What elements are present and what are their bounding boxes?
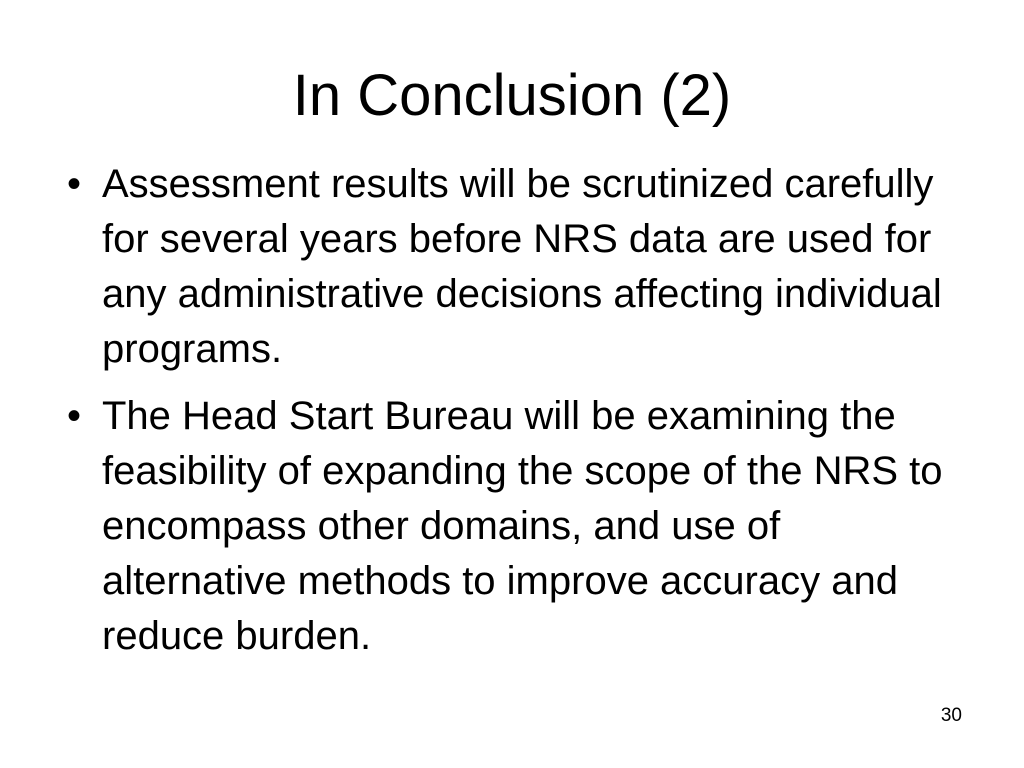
- bullet-marker: •: [66, 162, 81, 206]
- bullet-text: Assessment results will be scrutinized carefully for several years before NRS data are used for any administrative decisions affecting individual programs.: [102, 162, 942, 371]
- bullet-item: [62, 389, 962, 664]
- bullet-item: [62, 157, 962, 377]
- bullet-text: The Head Start Bureau will be examining the feasibility of expanding the scope of the NRS to encompass other domains, and use of alternative methods to improve accuracy and reduce burden.: [102, 394, 943, 658]
- bullet-marker: •: [66, 394, 81, 438]
- slide-title: In Conclusion (2): [292, 63, 732, 128]
- bullet-list: [62, 157, 962, 676]
- slide-number: 30: [940, 705, 962, 726]
